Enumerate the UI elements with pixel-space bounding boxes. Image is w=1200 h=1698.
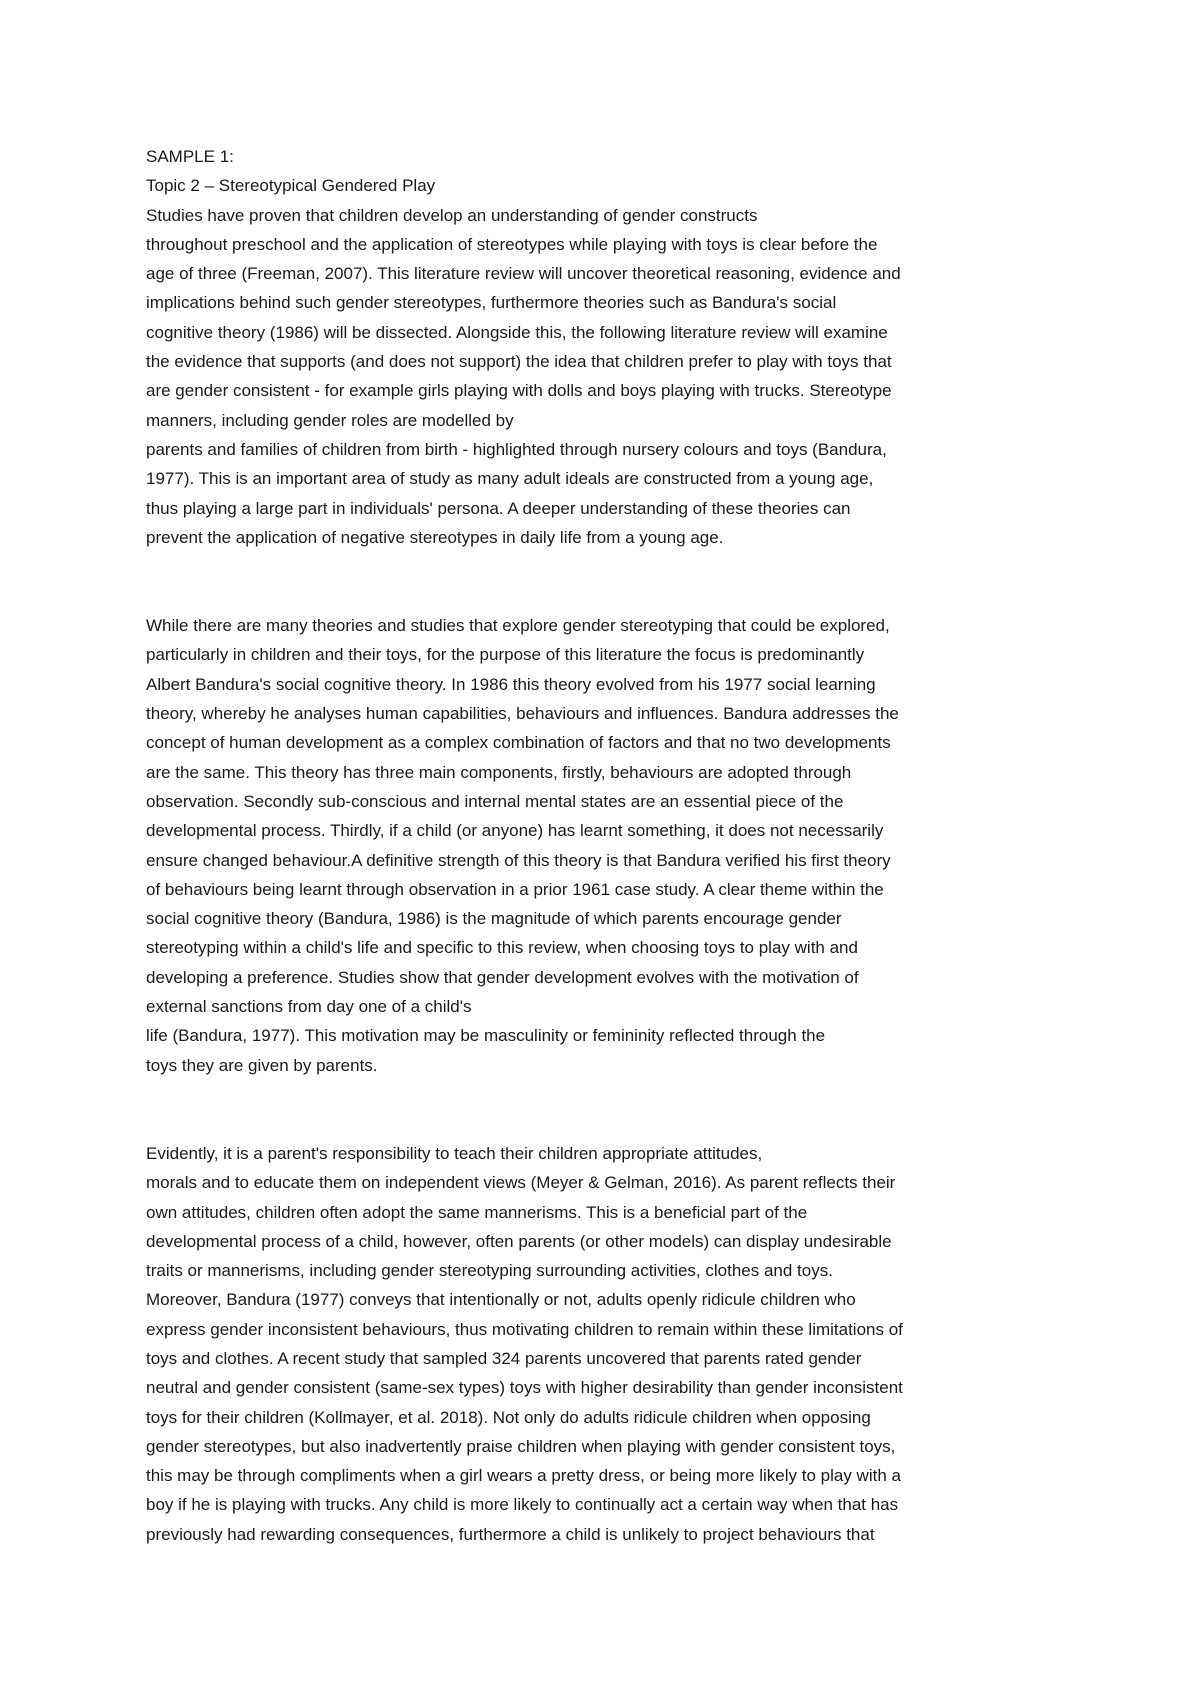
- text-line: developmental process of a child, however, often parents (or other models) can display undesirable: [146, 1231, 892, 1251]
- text-line: Albert Bandura's social cognitive theory. In 1986 this theory evolved from his 1977 social learning: [146, 674, 876, 694]
- text-line: toys and clothes. A recent study that sampled 324 parents uncovered that parents rated gender: [146, 1348, 862, 1368]
- text-line: toys for their children (Kollmayer, et al. 2018). Not only do adults ridicule children when opposing: [146, 1407, 871, 1427]
- text-line: manners, including gender roles are modelled by: [146, 410, 514, 430]
- text-line: of behaviours being learnt through observation in a prior 1961 case study. A clear theme within the: [146, 879, 884, 899]
- text-line: throughout preschool and the application of stereotypes while playing with toys is clear before the: [146, 234, 878, 254]
- sample-label: SAMPLE 1:: [146, 147, 234, 166]
- topic-title: Topic 2 – Stereotypical Gendered Play: [146, 176, 436, 196]
- text-line: express gender inconsistent behaviours, thus motivating children to remain within these limitations of: [146, 1319, 903, 1339]
- text-line: neutral and gender consistent (same-sex types) toys with higher desirability than gender inconsistent: [146, 1378, 903, 1398]
- text-line: Studies have proven that children develop an understanding of gender constructs: [146, 205, 758, 225]
- paragraph-spacer: [146, 552, 1086, 611]
- text-line: are gender consistent - for example girls playing with dolls and boys playing with trucks. Stereotype: [146, 381, 892, 401]
- paragraph-spacer: [146, 1080, 1086, 1139]
- paragraph-3: [146, 1139, 1086, 1549]
- text-line: the evidence that supports (and does not support) the idea that children prefer to play with toys that: [146, 352, 892, 372]
- text-line: observation. Secondly sub-conscious and internal mental states are an essential piece of the: [146, 791, 844, 811]
- text-line: While there are many theories and studies that explore gender stereotyping that could be explored,: [146, 616, 890, 636]
- text-line: implications behind such gender stereotypes, furthermore theories such as Bandura's social: [146, 293, 837, 313]
- text-line: life (Bandura, 1977). This motivation may be masculinity or femininity reflected through the: [146, 1026, 826, 1046]
- text-line: 1977). This is an important area of study as many adult ideals are constructed from a young age,: [146, 469, 874, 489]
- text-line: theory, whereby he analyses human capabilities, behaviours and influences. Bandura addresses the: [146, 704, 899, 724]
- text-line: parents and families of children from birth - highlighted through nursery colours and toys (Bandura,: [146, 439, 887, 459]
- text-line: prevent the application of negative stereotypes in daily life from a young age.: [146, 527, 724, 547]
- text-line: own attitudes, children often adopt the same mannerisms. This is a beneficial part of the: [146, 1202, 808, 1222]
- text-line: social cognitive theory (Bandura, 1986) is the magnitude of which parents encourage gender: [146, 909, 842, 929]
- text-line: previously had rewarding consequences, furthermore a child is unlikely to project behaviours that: [146, 1524, 875, 1544]
- text-line: toys they are given by parents.: [146, 1055, 378, 1075]
- text-line: ensure changed behaviour.A definitive strength of this theory is that Bandura verified his first theory: [146, 850, 891, 870]
- document-body: [146, 142, 1086, 1549]
- text-line: morals and to educate them on independent views (Meyer & Gelman, 2016). As parent reflects their: [146, 1173, 896, 1193]
- paragraph-1: [146, 201, 1086, 553]
- text-line: traits or mannerisms, including gender stereotyping surrounding activities, clothes and toys.: [146, 1261, 833, 1281]
- text-line: developmental process. Thirdly, if a child (or anyone) has learnt something, it does not necessarily: [146, 821, 884, 841]
- text-line: age of three (Freeman, 2007). This literature review will uncover theoretical reasoning, evidence and: [146, 264, 901, 284]
- text-line: cognitive theory (1986) will be dissected. Alongside this, the following literature review will examine: [146, 322, 888, 342]
- text-line: concept of human development as a complex combination of factors and that no two developments: [146, 733, 891, 753]
- text-line: this may be through compliments when a girl wears a pretty dress, or being more likely to play with a: [146, 1466, 901, 1486]
- paragraph-2: [146, 611, 1086, 1080]
- heading-block: [146, 142, 1086, 201]
- text-line: external sanctions from day one of a child's: [146, 997, 472, 1017]
- text-line: Evidently, it is a parent's responsibility to teach their children appropriate attitudes,: [146, 1143, 763, 1163]
- text-line: particularly in children and their toys, for the purpose of this literature the focus is predominantly: [146, 645, 865, 665]
- text-line: stereotyping within a child's life and specific to this review, when choosing toys to play with and: [146, 938, 858, 958]
- text-line: thus playing a large part in individuals' persona. A deeper understanding of these theories can: [146, 498, 851, 518]
- text-line: boy if he is playing with trucks. Any child is more likely to continually act a certain way when that has: [146, 1495, 899, 1515]
- text-line: Moreover, Bandura (1977) conveys that intentionally or not, adults openly ridicule children who: [146, 1290, 856, 1310]
- text-line: gender stereotypes, but also inadvertently praise children when playing with gender consistent toys,: [146, 1436, 896, 1456]
- text-line: are the same. This theory has three main components, firstly, behaviours are adopted through: [146, 762, 852, 782]
- text-line: developing a preference. Studies show that gender development evolves with the motivation of: [146, 967, 859, 987]
